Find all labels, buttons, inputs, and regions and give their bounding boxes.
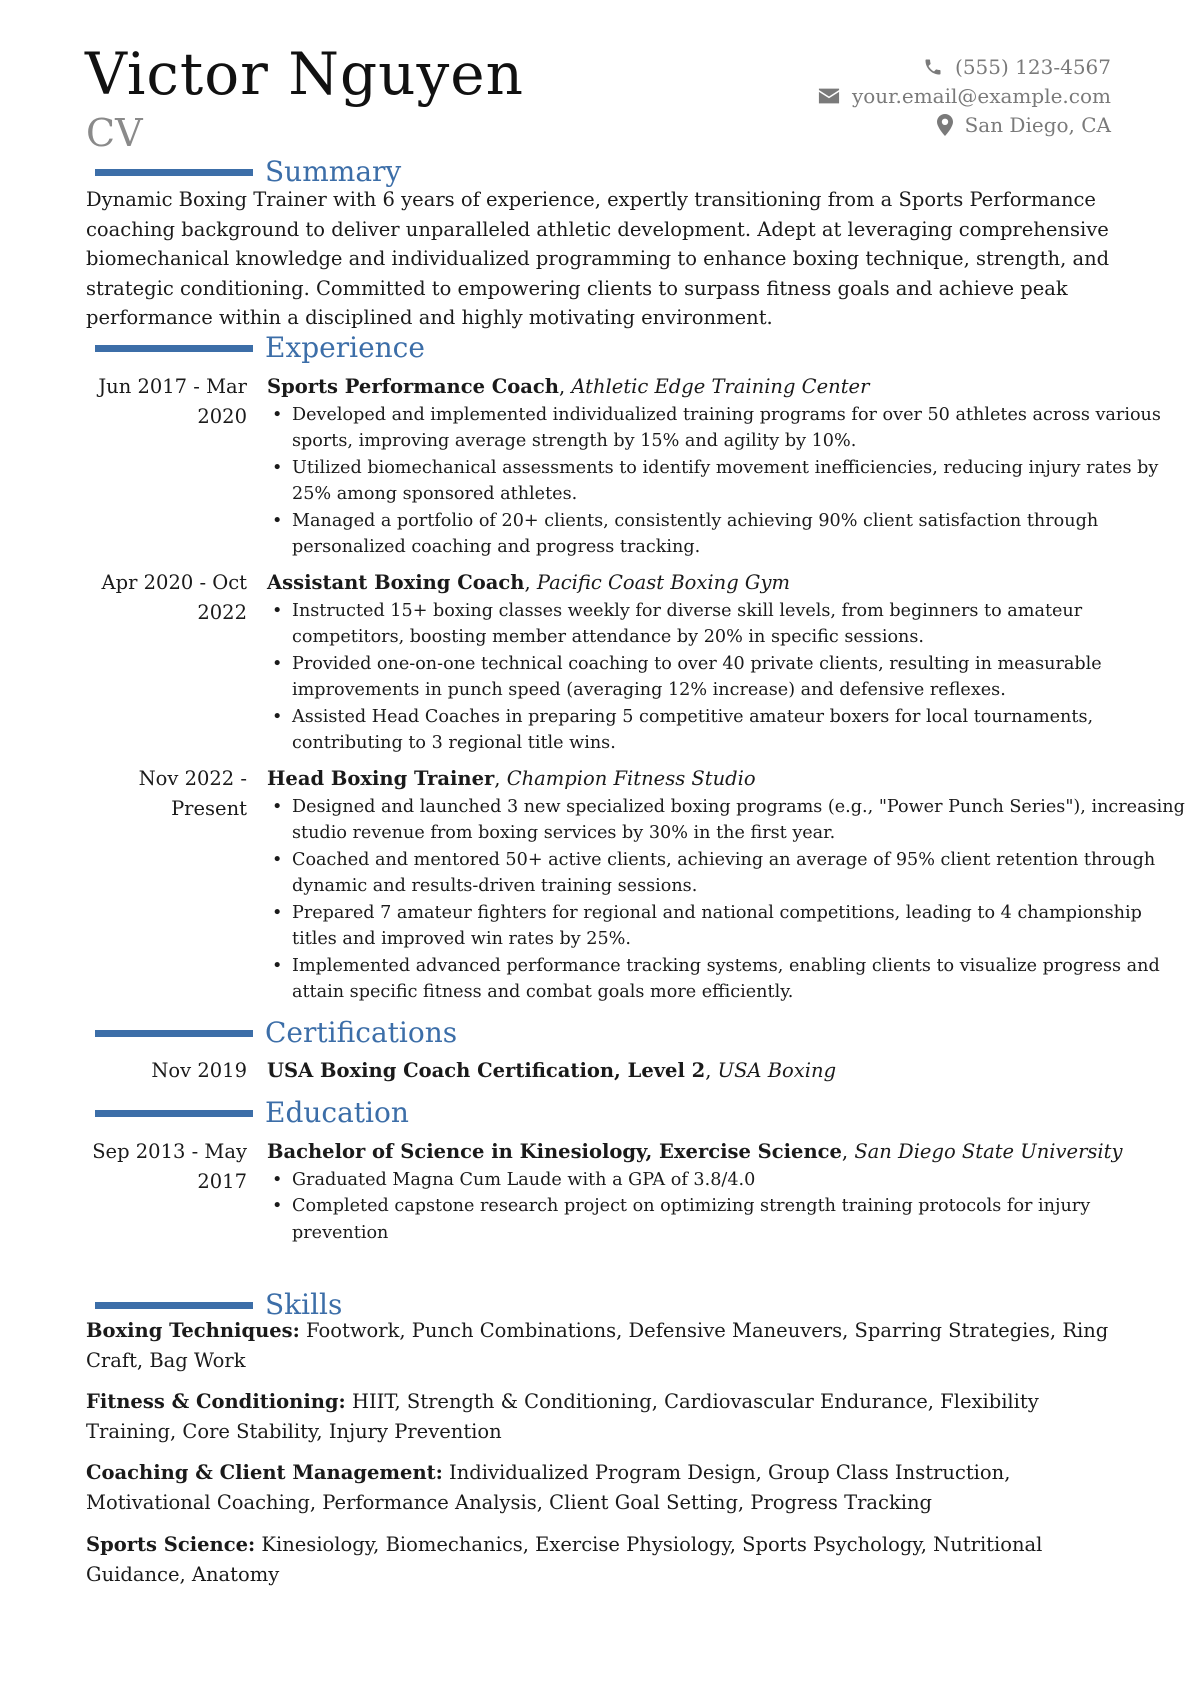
- bullet-item: • Graduated Magna Cum Laude with a GPA of 3.8/4.0: [267, 1167, 1190, 1194]
- phone-number: (555) 123-4567: [955, 54, 1111, 79]
- section-rule: [95, 1302, 253, 1309]
- entry-body: [267, 764, 1190, 1006]
- certifications-heading: [95, 1016, 457, 1050]
- skill-label: Coaching & Client Management:: [86, 1461, 443, 1484]
- phone-icon: [923, 57, 943, 77]
- summary-text: Dynamic Boxing Trainer with 6 years of experience, expertly transitioning from a Sports Performance coaching background to deliver unparalleled athletic development. Adept at leveraging comprehensive biomechanical knowledge and individualized programming to enhance boxing technique, strength, and strategic conditioning. Committed to empowering clients to surpass fitness goals and achieve peak performance within a disciplined and highly motivating environment.: [86, 188, 1110, 329]
- bullet-item: • Coached and mentored 50+ active clients, achieving an average of 95% client retention through dynamic and results-driven training sessions.: [267, 847, 1190, 900]
- skill-label: Sports Science:: [86, 1533, 256, 1556]
- section-title: Summary: [265, 155, 402, 188]
- entry-date: [86, 1137, 247, 1196]
- date-end: Present: [171, 796, 247, 820]
- date-end: 2022: [197, 600, 247, 624]
- bullet-item: • Instructed 15+ boxing classes weekly for diverse skill levels, from beginners to amateur competitors, boosting member attendance by 20% in specific sessions.: [267, 598, 1190, 651]
- bullet-item: • Developed and implemented individualized training programs for over 50 athletes across various sports, improving average strength by 15% and agility by 10%.: [267, 402, 1190, 455]
- envelope-icon: [818, 87, 840, 105]
- date-start: Sep 2013 - May: [92, 1140, 247, 1163]
- bullet-item: • Prepared 7 amateur fighters for regional and national competitions, leading to 4 championship titles and improved win rates by 25%.: [267, 900, 1190, 953]
- bullet-list: [267, 1167, 1190, 1247]
- job-title: Head Boxing Trainer: [267, 767, 495, 790]
- contact-location: [818, 110, 1111, 139]
- bullet-list: [267, 402, 1190, 561]
- entry-body: [267, 1137, 1190, 1246]
- summary-heading: [95, 155, 401, 189]
- location-text: San Diego, CA: [964, 112, 1111, 137]
- section-title: Skills: [265, 1288, 343, 1321]
- contact-block: [818, 52, 1111, 139]
- bullet-item: • Provided one-on-one technical coaching to over 40 private clients, resulting in measurable improvements in punch speed (averaging 12% increase) and defensive reflexes.: [267, 651, 1190, 704]
- date-end: 2017: [197, 1169, 247, 1193]
- full-name: Victor Nguyen: [85, 40, 524, 108]
- degree: Bachelor of Science in Kinesiology, Exercise Science: [267, 1140, 842, 1163]
- employer: Athletic Edge Training Center: [571, 375, 870, 398]
- bullet-item: • Implemented advanced performance tracking systems, enabling clients to visualize progress and attain specific fitness and combat goals more efficiently.: [267, 953, 1190, 1006]
- entry-date: [86, 764, 247, 823]
- date-start: Jun 2017 - Mar: [98, 375, 247, 398]
- skill-value: Footwork, Punch Combinations, Defensive Maneuvers, Sparring Strategies, Ring Craft, Bag Work: [86, 1319, 1109, 1372]
- institution: San Diego State University: [854, 1140, 1123, 1163]
- entry-date: [86, 568, 247, 627]
- bullet-item: • Completed capstone research project on optimizing strength training protocols for injury prevention: [267, 1193, 1190, 1246]
- bullet-item: • Managed a portfolio of 20+ clients, consistently achieving 90% client satisfaction through personalized coaching and progress tracking.: [267, 508, 1190, 561]
- job-title: Sports Performance Coach: [267, 375, 559, 398]
- skill-value: HIIT, Strength & Conditioning, Cardiovascular Endurance, Flexibility Training, Core Stability, Injury Prevention: [86, 1390, 1039, 1443]
- entry-date: [86, 372, 247, 431]
- skill-group: [86, 1458, 1111, 1517]
- bullet-list: [267, 794, 1190, 1006]
- certifying-body: USA Boxing: [717, 1059, 837, 1082]
- section-title: Certifications: [265, 1016, 458, 1049]
- section-rule: [95, 169, 253, 176]
- skill-value: Kinesiology, Biomechanics, Exercise Physiology, Sports Psychology, Nutritional Guidance, Anatomy: [86, 1533, 1043, 1586]
- entry-body: [267, 568, 1190, 757]
- section-title: Experience: [265, 331, 425, 364]
- employer: Champion Fitness Studio: [506, 767, 756, 790]
- bullet-item: • Designed and launched 3 new specialized boxing programs (e.g., "Power Punch Series"), increasing studio revenue from boxing services by 30% in the first year.: [267, 794, 1190, 847]
- entry-heading: Assistant Boxing Coach, Pacific Coast Boxing Gym: [267, 571, 790, 594]
- section-rule: [95, 345, 253, 352]
- section-title: Education: [265, 1096, 409, 1129]
- entry-heading: Head Boxing Trainer, Champion Fitness Studio: [267, 767, 756, 790]
- document-type: CV: [86, 111, 143, 155]
- skill-group: [86, 1316, 1111, 1375]
- entry-body: [267, 1056, 1190, 1086]
- contact-phone: [818, 52, 1111, 81]
- job-title: Assistant Boxing Coach: [267, 571, 525, 594]
- entry-heading: USA Boxing Coach Certification, Level 2, USA Boxing: [267, 1059, 837, 1082]
- date-start: Apr 2020 - Oct: [101, 571, 247, 594]
- bullet-list: [267, 598, 1190, 757]
- skill-value: Individualized Program Design, Group Class Instruction, Motivational Coaching, Performance Analysis, Client Goal Setting, Progress Tracking: [86, 1461, 1011, 1514]
- employer: Pacific Coast Boxing Gym: [536, 571, 790, 594]
- bullet-item: • Assisted Head Coaches in preparing 5 competitive amateur boxers for local tournaments, contributing to 3 regional title wins.: [267, 704, 1190, 757]
- skill-label: Fitness & Conditioning:: [86, 1390, 346, 1413]
- date-start: Nov 2022 -: [138, 767, 247, 790]
- education-heading: [95, 1096, 409, 1130]
- entry-heading: Bachelor of Science in Kinesiology, Exercise Science, San Diego State University: [267, 1140, 1123, 1163]
- contact-email: [818, 81, 1111, 110]
- section-rule: [95, 1030, 253, 1037]
- skill-label: Boxing Techniques:: [86, 1319, 300, 1342]
- certification-name: USA Boxing Coach Certification, Level 2: [267, 1059, 706, 1082]
- entry-body: [267, 372, 1190, 561]
- map-pin-icon: [937, 114, 953, 136]
- entry-heading: Sports Performance Coach, Athletic Edge Training Center: [267, 375, 870, 398]
- entry-date: Nov 2019: [151, 1059, 247, 1082]
- experience-heading: [95, 331, 425, 365]
- skill-group: [86, 1530, 1111, 1589]
- skill-group: [86, 1387, 1111, 1446]
- section-rule: [95, 1110, 253, 1117]
- email-address[interactable]: your.email@example.com: [851, 83, 1111, 108]
- date-end: 2020: [197, 404, 247, 428]
- bullet-item: • Utilized biomechanical assessments to identify movement inefficiencies, reducing injury rates by 25% among sponsored athletes.: [267, 455, 1190, 508]
